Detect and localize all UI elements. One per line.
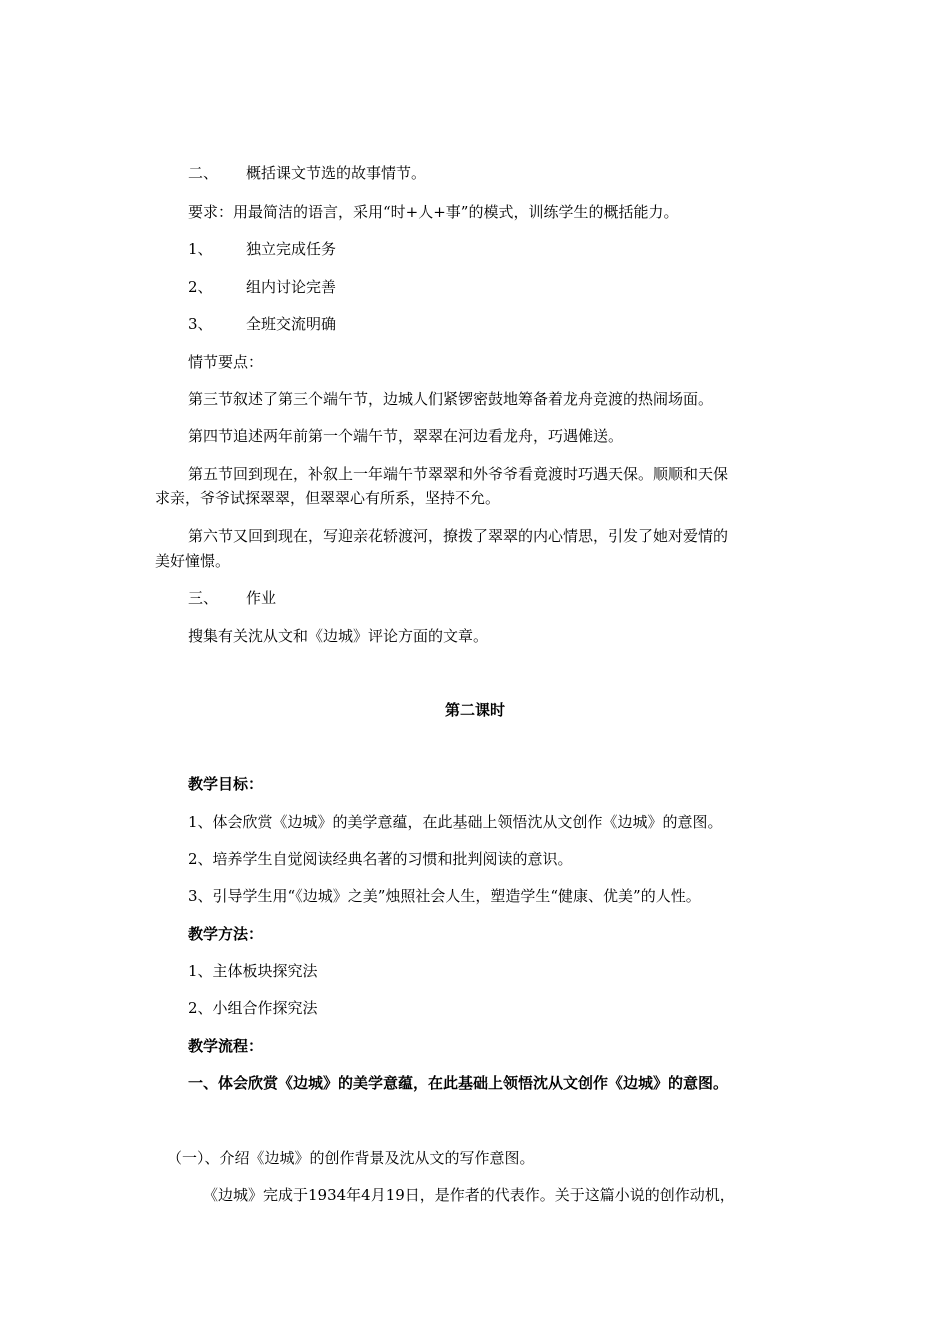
plot-paragraph-5-line-1: 第五节回到现在，补叙上一年端午节翠翠和外爷爷看竟渡时巧遇天保。顺顺和天保: [188, 465, 729, 483]
step-text: 组内讨论完善: [246, 278, 337, 296]
background-paragraph: 《边城》完成于1934年4月19日，是作者的代表作。关于这篇小说的创作动机，: [203, 1186, 735, 1204]
method-item: 1、主体板块探究法: [188, 962, 318, 980]
step-item: [188, 239, 336, 259]
step-item: [188, 277, 336, 297]
section-number: 二、: [188, 164, 219, 182]
process-step-1: 一、体会欣赏《边城》的美学意蕴，在此基础上领悟沈从文创作《边城》的意图。: [188, 1074, 729, 1092]
plot-paragraph-4: 第四节追述两年前第一个端午节，翠翠在河边看龙舟，巧遇傩送。: [188, 427, 624, 445]
process-heading: 教学流程：: [188, 1037, 264, 1055]
section-number: 三、: [188, 589, 219, 607]
method-item: 2、小组合作探究法: [188, 999, 318, 1017]
subsection-heading: （一）、介绍《边城》的创作背景及沈从文的写作意图。: [167, 1149, 535, 1167]
step-number: 1、: [188, 240, 213, 258]
methods-heading: 教学方法：: [188, 925, 264, 943]
plot-paragraph-6-line-1: 第六节又回到现在，写迎亲花轿渡河，撩拨了翠翠的内心情思，引发了她对爱情的: [188, 527, 729, 545]
plot-paragraph-6-line-2: 美好憧憬。: [155, 552, 231, 570]
section-title: 作业: [246, 589, 277, 607]
section-three-heading: [188, 588, 276, 608]
goal-item: 2、培养学生自觉阅读经典名著的习惯和批判阅读的意识。: [188, 850, 573, 868]
plot-paragraph-5-line-2: 求亲，爷爷试探翠翠，但翠翠心有所系，坚持不允。: [155, 489, 501, 507]
plot-paragraph-3: 第三节叙述了第三个端午节，边城人们紧锣密鼓地筹备着龙舟竞渡的热闹场面。: [188, 390, 714, 408]
step-number: 3、: [188, 315, 213, 333]
step-text: 独立完成任务: [246, 240, 337, 258]
goals-heading: 教学目标：: [188, 775, 264, 793]
step-item: [188, 314, 336, 334]
step-text: 全班交流明确: [246, 315, 337, 333]
step-number: 2、: [188, 278, 213, 296]
plot-points-label: 情节要点：: [188, 353, 264, 371]
section-title: 概括课文节选的故事情节。: [246, 164, 427, 182]
lesson-two-title: 第二课时: [444, 701, 505, 719]
goal-item: 3、引导学生用“《边城》之美”烛照社会人生，塑造学生“健康、优美”的人性。: [188, 887, 701, 905]
section-two-heading: [188, 163, 426, 183]
requirement-text: 要求：用最简洁的语言，采用“时+人+事”的模式，训练学生的概括能力。: [188, 203, 679, 221]
goal-item: 1、体会欣赏《边城》的美学意蕴，在此基础上领悟沈从文创作《边城》的意图。: [188, 813, 723, 831]
homework-text: 搜集有关沈从文和《边城》评论方面的文章。: [188, 627, 489, 645]
